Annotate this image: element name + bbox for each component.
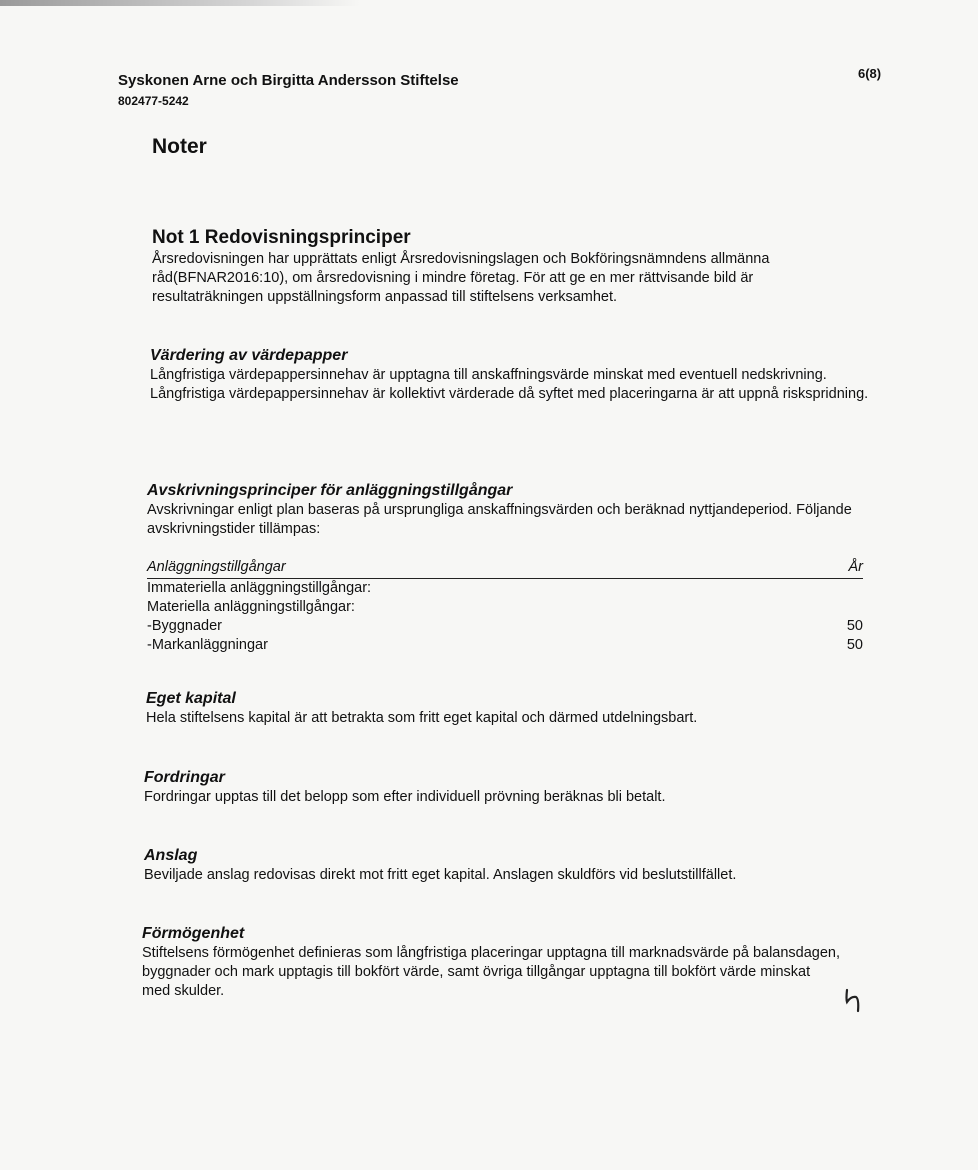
- table-row: [147, 617, 863, 636]
- row-label: -Markanläggningar: [147, 637, 268, 653]
- equity-heading: Eget kapital: [146, 690, 236, 707]
- depreciation-table: [147, 558, 863, 655]
- row-label: Immateriella anläggningstillgångar:: [147, 580, 372, 596]
- assets-section: [142, 923, 842, 1001]
- row-value: 50: [846, 637, 863, 653]
- column-header-asset: Anläggningstillgångar: [147, 559, 286, 575]
- assets-text: Stiftelsens förmögenhet definieras som långfristiga placeringar upptagna till marknadsvärde på balansdagen, byggnader och mark upptagis till bokfört värde, samt övriga tillgångar upptagna till bokfört värde minskat med skulder.: [142, 945, 841, 999]
- table-row: [147, 598, 863, 617]
- securities-section: [150, 345, 880, 404]
- row-label: -Byggnader: [147, 618, 222, 634]
- table-row: [147, 579, 863, 598]
- equity-text: Hela stiftelsens kapital är att betrakta som fritt eget kapital och därmed utdelningsbart.: [146, 710, 698, 726]
- note-1-section: [152, 226, 852, 307]
- table-row: [147, 636, 863, 655]
- row-value: [823, 598, 863, 617]
- depreciation-section: [147, 480, 867, 539]
- row-label: Materiella anläggningstillgångar:: [147, 599, 355, 615]
- scan-edge-shadow: [0, 0, 360, 6]
- note-1-heading: Not 1 Redovisningsprinciper: [152, 227, 411, 248]
- receivables-heading: Fordringar: [144, 769, 225, 786]
- depreciation-heading: Avskrivningsprinciper för anläggningstillgångar: [147, 482, 513, 499]
- handwritten-initial: [843, 987, 865, 1013]
- grants-section: [144, 845, 864, 885]
- row-value: 50: [846, 618, 863, 634]
- assets-heading: Förmögenhet: [142, 925, 245, 942]
- org-number: 802477-5242: [118, 94, 189, 108]
- note-1-text: Årsredovisningen har upprättats enligt Årsredovisningslagen och Bokföringsnämndens allmänna råd(BFNAR2016:10), om årsredovisning i mindre företag. För att ge en mer rättvisande bild är resultaträkningen uppställningsform anpassad till stiftelsens verksamhet.: [152, 251, 770, 305]
- equity-section: [146, 688, 866, 728]
- organization-name: Syskonen Arne och Birgitta Andersson Stiftelse: [118, 72, 459, 89]
- securities-text: Långfristiga värdepappersinnehav är upptagna till anskaffningsvärde minskat med eventuell nedskrivning. Långfristiga värdepappersinnehav är kollektivt värderade då syftet med placeringarna är att uppnå riskspridning.: [150, 367, 869, 402]
- page-number: 6(8): [858, 66, 882, 81]
- receivables-section: [144, 767, 864, 807]
- grants-heading: Anslag: [144, 847, 198, 864]
- grants-text: Beviljade anslag redovisas direkt mot fritt eget kapital. Anslagen skuldförs vid beslutstillfället.: [144, 867, 737, 883]
- depreciation-text: Avskrivningar enligt plan baseras på ursprungliga anskaffningsvärden och beräknad nyttjandeperiod. Följande avskrivningstider tillämpas:: [147, 502, 852, 537]
- table-header: [147, 558, 863, 579]
- page-title: Noter: [152, 135, 207, 158]
- column-header-years: År: [848, 559, 863, 575]
- receivables-text: Fordringar upptas till det belopp som efter individuell prövning beräknas bli betalt.: [144, 789, 666, 805]
- securities-heading: Värdering av värdepapper: [150, 347, 348, 364]
- row-value: [823, 579, 863, 598]
